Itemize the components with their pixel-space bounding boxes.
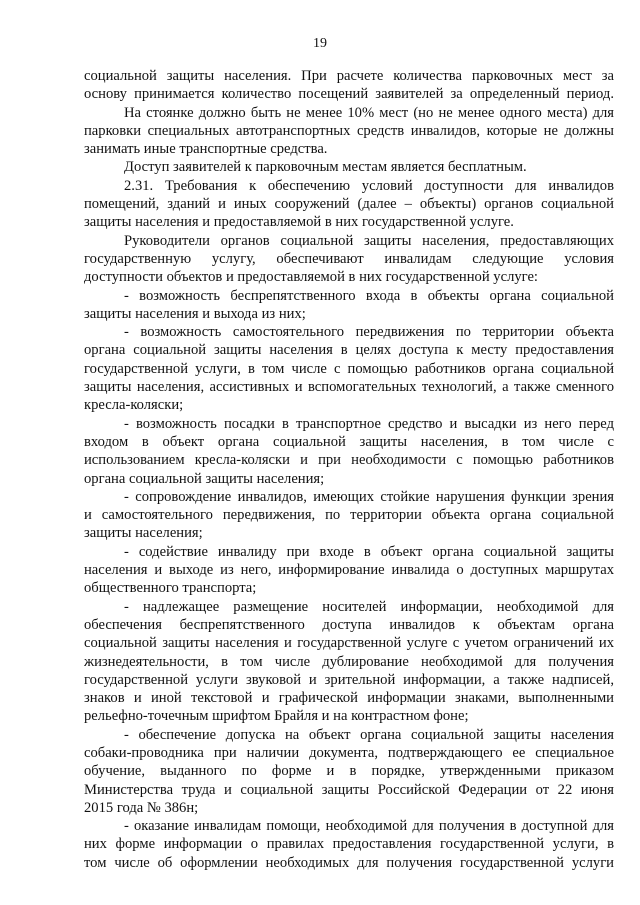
text-line: - содействие инвалиду при входе в объект органа социальной защиты — [124, 543, 614, 560]
text-line: защиты населения; — [84, 525, 203, 542]
text-line: обучение, выданного по форме и в порядке, утвержденными приказом — [84, 763, 614, 780]
text-line: государственную услугу, обеспечивают инвалидам следующие условия — [84, 250, 614, 267]
text-line: - оказание инвалидам помощи, необходимой для получения в доступной для — [124, 818, 614, 835]
text-line: занимать иные транспортные средства. — [84, 141, 328, 158]
text-line: обеспечения беспрепятственного доступа инвалидов к объектам органа — [84, 616, 614, 633]
text-line: Доступ заявителей к парковочным местам является бесплатным. — [124, 159, 527, 176]
text-line: - сопровождение инвалидов, имеющих стойкие нарушения функции зрения — [124, 488, 614, 505]
text-line: органа социальной защиты населения в целях доступа к месту предоставления — [84, 342, 614, 359]
text-line: Руководители органов социальной защиты населения, предоставляющих — [124, 232, 614, 249]
text-line: и самостоятельного передвижения, по территории объекта органа социальной — [84, 507, 614, 524]
text-line: кресла-коляски; — [84, 397, 184, 414]
text-line: социальной защиты населения и государственной услуге с учетом ограничений их — [84, 635, 614, 652]
text-line: том числе об оформлении необходимых для получения государственной услуги — [84, 854, 614, 871]
text-line: социальной защиты населения. При расчете количества парковочных мест за — [84, 68, 614, 84]
text-line: - обеспечение допуска на объект органа социальной защиты населения — [124, 726, 614, 743]
text-line: защиты населения, ассистивных и вспомогательных технологий, а также сменного — [84, 379, 614, 396]
text-line: помещений, зданий и иных сооружений (далее – объекты) органов социальной — [84, 196, 614, 213]
text-line: государственной услуги, в том числе с помощью работников органа социальной — [84, 360, 614, 377]
text-line: На стоянке должно быть не менее 10% мест (но не менее одного места) для — [124, 104, 614, 121]
text-line: населения и выходе из него, информирование инвалида о доступных маршрутах — [84, 562, 614, 579]
text-line: общественного транспорта; — [84, 580, 257, 597]
text-line: - возможность самостоятельного передвижения по территории объекта — [124, 324, 614, 341]
text-line: Министерства труда и социальной защиты Российской Федерации от 22 июня — [84, 781, 614, 798]
text-line: парковки специальных автотранспортных средств инвалидов, которые не должны — [84, 122, 614, 139]
text-line: органа социальной защиты населения; — [84, 470, 325, 487]
text-line: входом в объект органа социальной защиты населения, в том числе с — [84, 433, 614, 450]
text-line: 2015 года № 386н; — [84, 799, 199, 816]
text-line: доступности объектов и предоставляемой в них государственной услуге: — [84, 269, 538, 286]
text-line: основу принимается количество посещений заявителей за определенный период. — [84, 86, 614, 103]
text-line: 2.31. Требования к обеспечению условий доступности для инвалидов — [124, 177, 614, 194]
text-line: - надлежащее размещение носителей информации, необходимой для — [124, 598, 614, 615]
text-line: собаки-проводника при наличии документа, подтверждающего ее специальное — [84, 744, 614, 761]
text-line: защиты населения и выхода из них; — [84, 305, 306, 322]
text-line: них форме информации о правилах предоставления государственной услуги, в — [84, 836, 614, 853]
text-line: жизнедеятельности, в том числе дублирование необходимой для получения — [84, 653, 614, 670]
document-body — [84, 67, 614, 872]
text-line: использованием кресла-коляски и при необходимости с помощью работников — [84, 452, 614, 469]
page-number: 19 — [313, 36, 327, 51]
text-line: государственной услуги звуковой и зрительной информации, а также надписей, — [84, 671, 614, 688]
text-line: защиты населения и предоставляемой в них государственной услуге. — [84, 214, 514, 231]
text-line: рельефно-точечным шрифтом Брайля и на контрастном фоне; — [84, 708, 469, 725]
text-line: - возможность беспрепятственного входа в объекты органа социальной — [124, 287, 614, 304]
text-line: - возможность посадки в транспортное средство и высадки из него перед — [124, 415, 614, 432]
text-line: знаков и иной текстовой и графической информации знаками, выполненными — [84, 690, 614, 707]
